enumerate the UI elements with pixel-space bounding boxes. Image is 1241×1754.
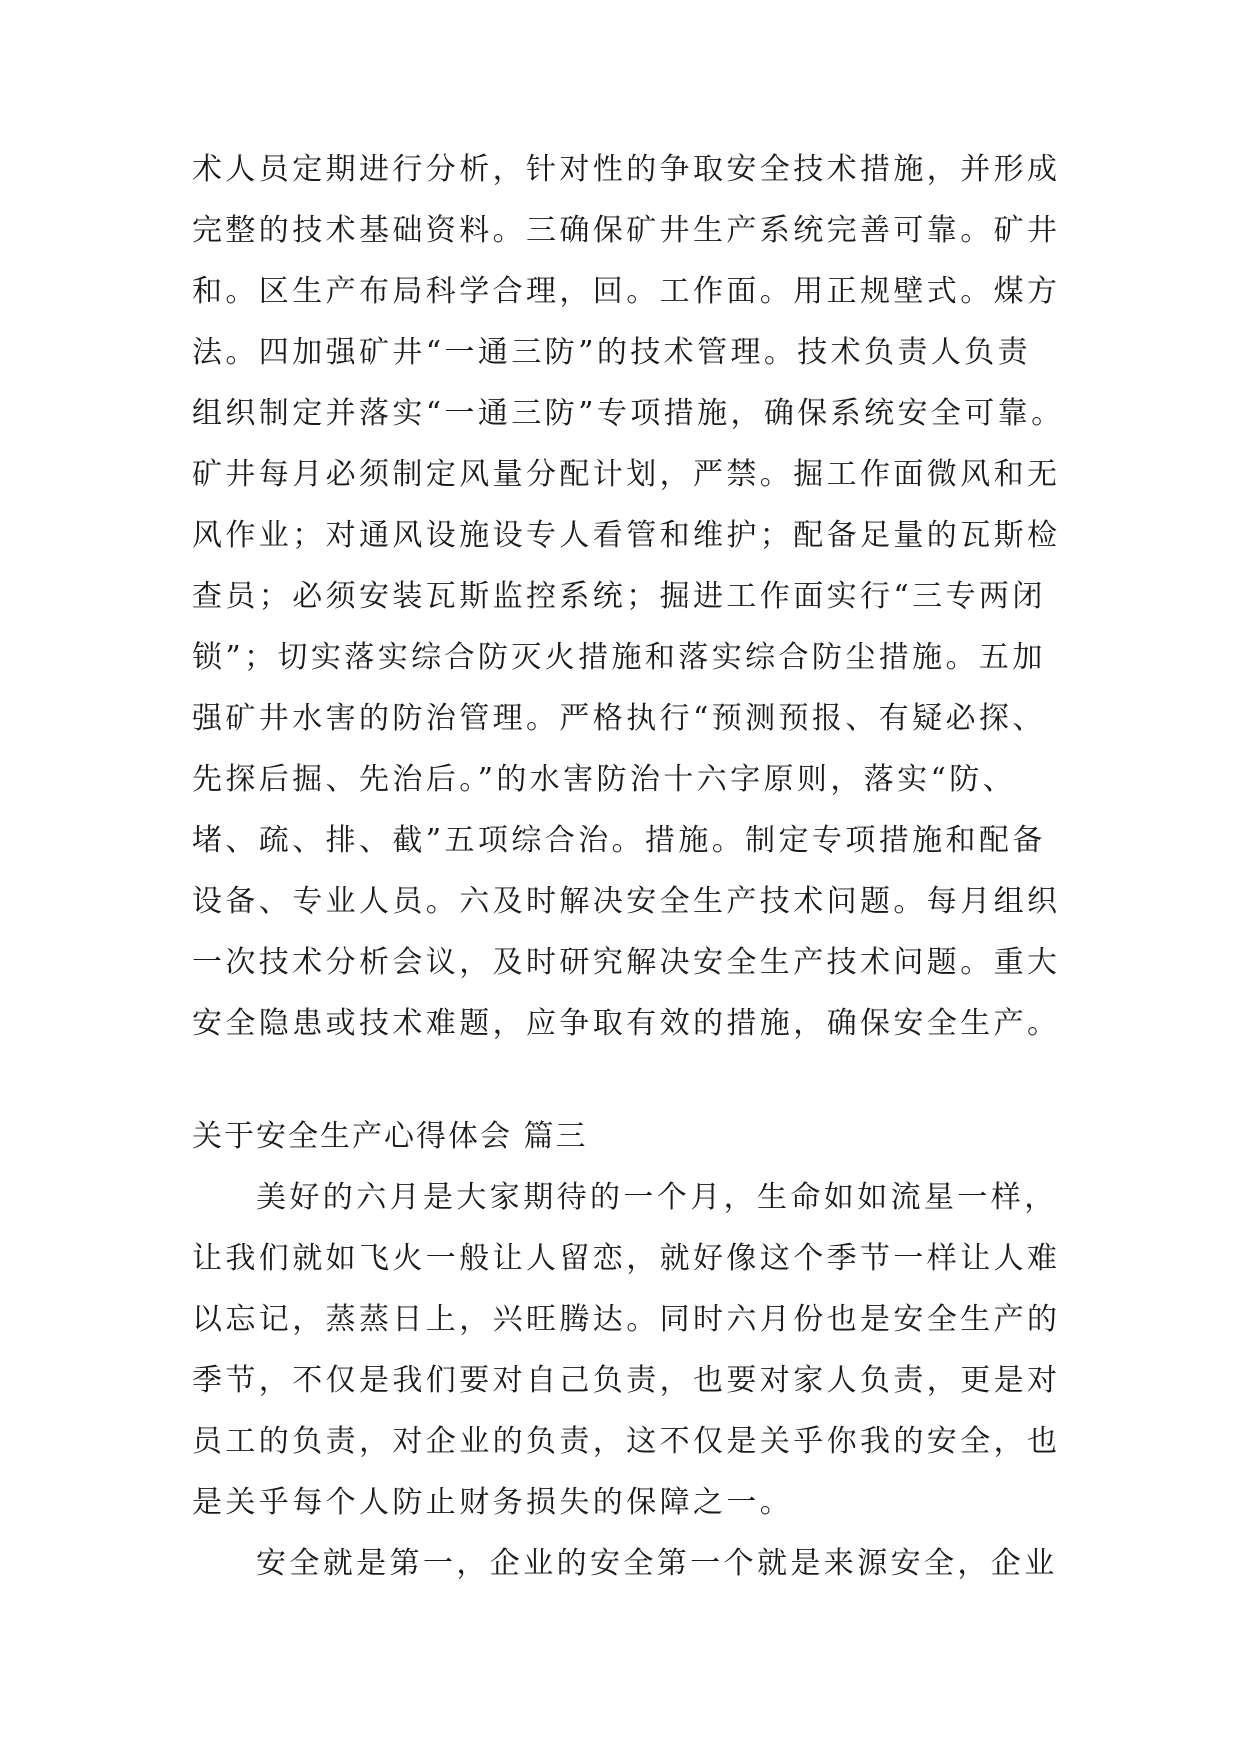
text-line: 强矿井水害的防治管理。严格执行“预测预报、有疑必探、 — [192, 701, 1046, 736]
text-line: 组织制定并落实“一通三防”专项措施，确保系统安全可靠。 — [192, 396, 1065, 431]
text-line: 完整的技术基础资料。三确保矿井生产系统完善可靠。矿井 — [192, 213, 1061, 248]
text-line: 先探后掘、先治后。”的水害防治十六字原则，落实“防、 — [192, 762, 1017, 797]
text-line: 锁”；切实落实综合防灭火措施和落实综合防尘措施。五加 — [192, 640, 1046, 675]
text-line: 安全隐患或技术难题，应争取有效的措施，确保安全生产。 — [192, 1006, 1061, 1041]
text-line: 术人员定期进行分析，针对性的争取安全技术措施，并形成 — [192, 152, 1061, 187]
text-line: 美好的六月是大家期待的一个月，生命如如流星一样， — [256, 1180, 1058, 1215]
text-line: 安全就是第一，企业的安全第一个就是来源安全，企业 — [256, 1546, 1058, 1581]
text-line: 堵、疏、排、截”五项综合治。措施。制定专项措施和配备 — [192, 823, 1046, 858]
text-line: 是关乎每个人防止财务损失的保障之一。 — [192, 1485, 794, 1520]
text-line: 员工的负责，对企业的负责，这不仅是关乎你我的安全，也 — [192, 1424, 1061, 1459]
text-line: 矿井每月必须制定风量分配计划，严禁。掘工作面微风和无 — [192, 457, 1061, 492]
text-line: 一次技术分析会议，及时研究解决安全生产技术问题。重大 — [192, 945, 1061, 980]
text-line: 让我们就如飞火一般让人留恋，就好像这个季节一样让人难 — [192, 1241, 1061, 1276]
text-line: 法。四加强矿井“一通三防”的技术管理。技术负责人负责 — [192, 335, 1032, 370]
text-line: 风作业；对通风设施设专人看管和维护；配备足量的瓦斯检 — [192, 518, 1061, 553]
text-line: 和。区生产布局科学合理，回。工作面。用正规壁式。煤方 — [192, 274, 1061, 309]
text-line: 季节，不仅是我们要对自己负责，也要对家人负责，更是对 — [192, 1363, 1061, 1398]
text-line: 以忘记，蒸蒸日上，兴旺腾达。同时六月份也是安全生产的 — [192, 1302, 1061, 1337]
text-line: 查员；必须安装瓦斯监控系统；掘进工作面实行“三专两闭 — [192, 579, 1046, 614]
section-heading: 关于安全生产心得体会 篇三 — [192, 1119, 588, 1154]
text-line: 设备、专业人员。六及时解决安全生产技术问题。每月组织 — [192, 884, 1061, 919]
